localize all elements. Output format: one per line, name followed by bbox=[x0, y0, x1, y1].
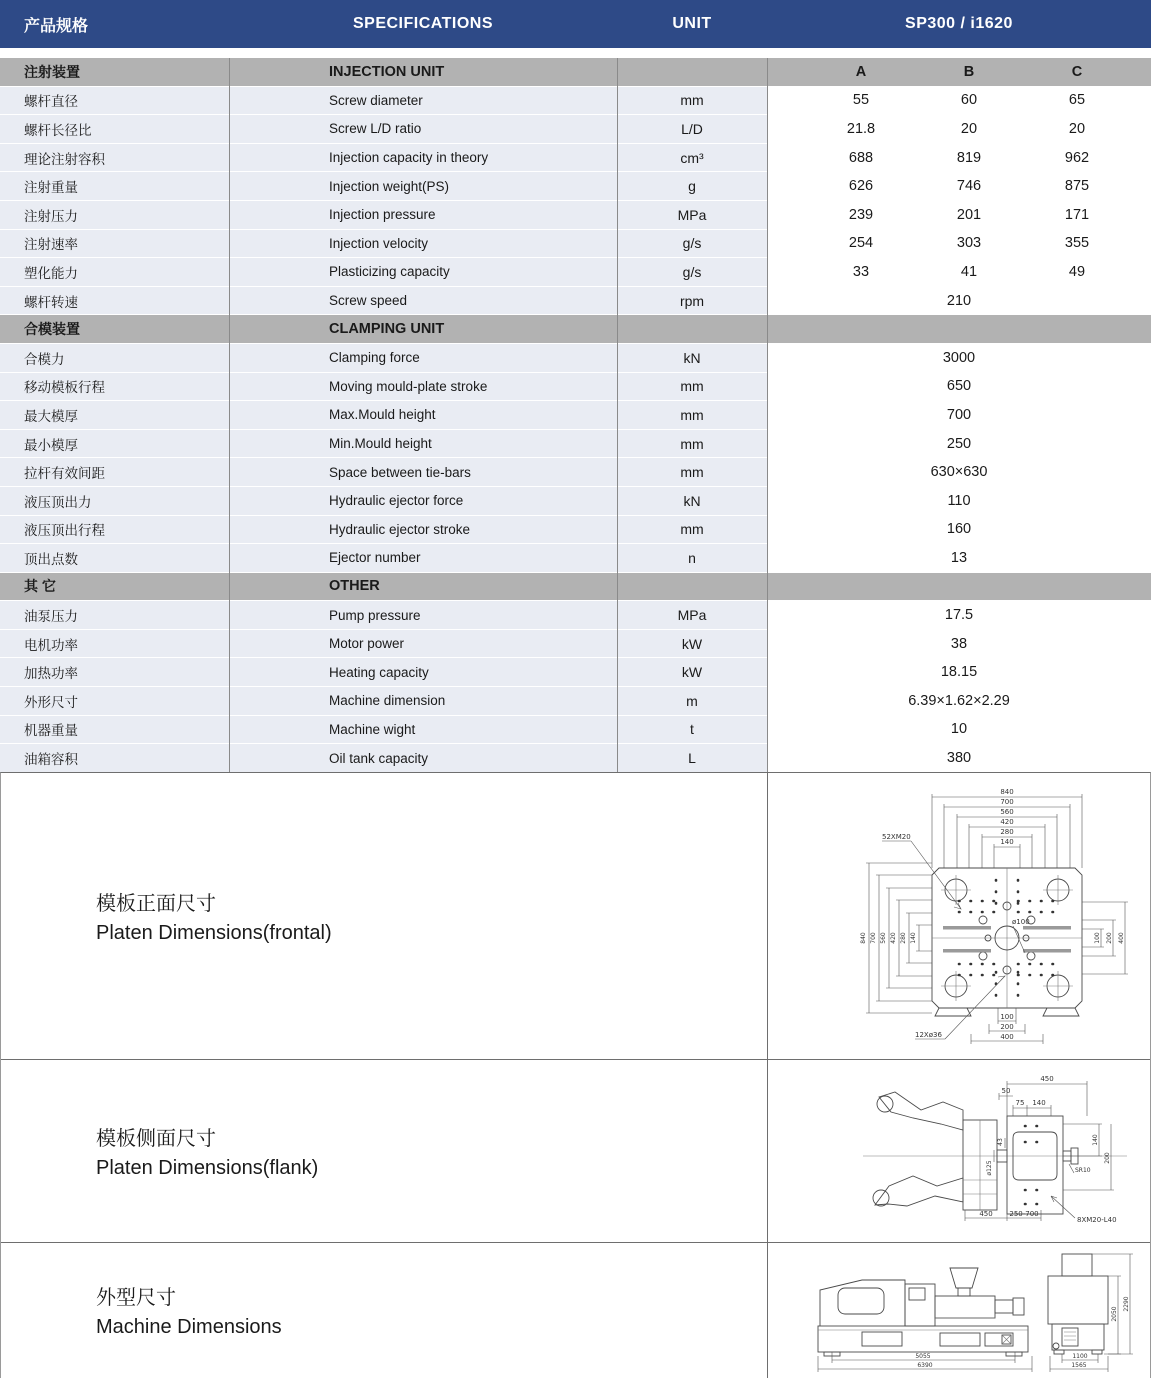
row-label-en: Screw L/D ratio bbox=[229, 115, 617, 143]
row-label-en: Injection pressure bbox=[229, 201, 617, 229]
drawing-title-zh: 模板侧面尺寸 bbox=[96, 1127, 216, 1150]
section-columns bbox=[767, 315, 1151, 343]
value-cell: 18.15 bbox=[940, 664, 978, 681]
platen-flank-drawing bbox=[855, 1068, 1145, 1233]
svg-text:450: 450 bbox=[979, 1210, 993, 1219]
title-model: SP300 / i1620 bbox=[905, 15, 1013, 32]
svg-text:140: 140 bbox=[1032, 1099, 1046, 1108]
svg-text:2290: 2290 bbox=[1123, 1296, 1130, 1312]
row-label-zh: 液压顶出行程 bbox=[0, 516, 229, 544]
row-values bbox=[767, 458, 1151, 486]
row-label-zh: 理论注射容积 bbox=[0, 144, 229, 172]
svg-text:280: 280 bbox=[900, 932, 907, 945]
value-cell: 6.39×1.62×2.29 bbox=[908, 692, 1010, 709]
row-values bbox=[767, 601, 1151, 629]
svg-text:280: 280 bbox=[1000, 828, 1014, 837]
value-cell: 201 bbox=[956, 206, 982, 223]
svg-text:6390: 6390 bbox=[917, 1361, 933, 1369]
spec-row bbox=[0, 630, 1151, 658]
row-values bbox=[767, 373, 1151, 401]
svg-text:700: 700 bbox=[870, 932, 877, 945]
spec-row bbox=[0, 201, 1151, 229]
row-unit: m bbox=[617, 687, 767, 715]
svg-text:50: 50 bbox=[1001, 1087, 1011, 1096]
drawing-label-frontal bbox=[1, 773, 768, 1059]
row-label-zh: 液压顶出力 bbox=[0, 487, 229, 515]
svg-text:43: 43 bbox=[997, 1138, 1004, 1147]
value-cell: 688 bbox=[848, 149, 874, 166]
row-values bbox=[767, 630, 1151, 658]
rod-tip-label: SR10 bbox=[1075, 1167, 1091, 1175]
row-values bbox=[767, 115, 1151, 143]
svg-text:140: 140 bbox=[910, 932, 917, 945]
value-cell: 160 bbox=[946, 521, 972, 538]
svg-text:100: 100 bbox=[1000, 1013, 1014, 1022]
row-unit: mm bbox=[617, 516, 767, 544]
section-unit-cell bbox=[617, 58, 767, 86]
value-cell: 875 bbox=[1064, 178, 1090, 195]
row-unit: mm bbox=[617, 401, 767, 429]
value-cell: 171 bbox=[1064, 206, 1090, 223]
dimension-lines-rod bbox=[986, 1138, 1005, 1176]
row-label-en: Plasticizing capacity bbox=[229, 258, 617, 286]
spec-row bbox=[0, 230, 1151, 258]
svg-text:400: 400 bbox=[1118, 932, 1125, 945]
row-label-zh: 油泵压力 bbox=[0, 601, 229, 629]
bolt-callout: 8XM20-L40 bbox=[1077, 1216, 1117, 1225]
row-values bbox=[767, 687, 1151, 715]
value-cell: 41 bbox=[960, 263, 978, 280]
spec-row bbox=[0, 344, 1151, 372]
value-cell: 20 bbox=[1068, 120, 1086, 137]
row-label-en: Injection velocity bbox=[229, 230, 617, 258]
row-label-en: Heating capacity bbox=[229, 658, 617, 686]
value-cell: 239 bbox=[848, 206, 874, 223]
drawing-title-zh: 外型尺寸 bbox=[96, 1287, 176, 1310]
column-header: A bbox=[855, 63, 867, 80]
row-label-en: Ejector number bbox=[229, 544, 617, 572]
row-values bbox=[767, 716, 1151, 744]
svg-text:420: 420 bbox=[1000, 818, 1014, 827]
row-label-zh: 注射压力 bbox=[0, 201, 229, 229]
row-label-zh: 最小模厚 bbox=[0, 430, 229, 458]
spec-row bbox=[0, 87, 1151, 115]
svg-text:100: 100 bbox=[1094, 932, 1101, 945]
row-unit: mm bbox=[617, 373, 767, 401]
row-values bbox=[767, 487, 1151, 515]
value-cell: 20 bbox=[960, 120, 978, 137]
section-columns bbox=[767, 58, 1151, 86]
row-label-en: Injection weight(PS) bbox=[229, 172, 617, 200]
svg-text:700: 700 bbox=[1000, 798, 1014, 807]
svg-text:200: 200 bbox=[1104, 1152, 1111, 1165]
row-label-zh: 机器重量 bbox=[0, 716, 229, 744]
value-cell: 303 bbox=[956, 235, 982, 252]
row-label-en: Space between tie-bars bbox=[229, 458, 617, 486]
row-values bbox=[767, 87, 1151, 115]
svg-text:2050: 2050 bbox=[1111, 1306, 1118, 1322]
section-title-zh: 其 它 bbox=[0, 573, 229, 601]
row-label-en: Pump pressure bbox=[229, 601, 617, 629]
row-values bbox=[767, 658, 1151, 686]
value-cell: 17.5 bbox=[944, 607, 974, 624]
bolt-callout: 52XM20 bbox=[882, 833, 911, 842]
row-values bbox=[767, 172, 1151, 200]
row-label-zh: 加热功率 bbox=[0, 658, 229, 686]
value-cell: 60 bbox=[960, 92, 978, 109]
spec-row bbox=[0, 516, 1151, 544]
row-unit: kW bbox=[617, 630, 767, 658]
row-unit: kN bbox=[617, 487, 767, 515]
row-label-zh: 塑化能力 bbox=[0, 258, 229, 286]
row-values bbox=[767, 258, 1151, 286]
row-unit: cm³ bbox=[617, 144, 767, 172]
row-values bbox=[767, 516, 1151, 544]
row-unit: L/D bbox=[617, 115, 767, 143]
value-cell: 746 bbox=[956, 178, 982, 195]
svg-text:560: 560 bbox=[880, 932, 887, 945]
spec-row bbox=[0, 487, 1151, 515]
row-unit: t bbox=[617, 716, 767, 744]
row-values bbox=[767, 287, 1151, 315]
row-label-en: Machine wight bbox=[229, 716, 617, 744]
section-header-row bbox=[0, 315, 1151, 343]
center-hole-callout: ø100 bbox=[1012, 918, 1030, 927]
row-label-zh: 螺杆直径 bbox=[0, 87, 229, 115]
row-label-zh: 注射速率 bbox=[0, 230, 229, 258]
row-unit: MPa bbox=[617, 201, 767, 229]
row-label-en: Hydraulic ejector stroke bbox=[229, 516, 617, 544]
row-label-zh: 合模力 bbox=[0, 344, 229, 372]
row-unit: n bbox=[617, 544, 767, 572]
row-label-en: Injection capacity in theory bbox=[229, 144, 617, 172]
drawings-section bbox=[0, 772, 1151, 1378]
value-cell: 55 bbox=[852, 92, 870, 109]
svg-text:400: 400 bbox=[1000, 1033, 1014, 1042]
dimension-lines-bottom bbox=[971, 1008, 1043, 1044]
section-unit-cell bbox=[617, 315, 767, 343]
section-unit-cell bbox=[617, 573, 767, 601]
section-title-en: CLAMPING UNIT bbox=[229, 315, 617, 343]
spec-row bbox=[0, 458, 1151, 486]
row-values bbox=[767, 544, 1151, 572]
value-cell: 10 bbox=[950, 721, 968, 738]
row-label-en: Moving mould-plate stroke bbox=[229, 373, 617, 401]
row-unit: MPa bbox=[617, 601, 767, 629]
section-header-row bbox=[0, 58, 1151, 86]
row-unit: mm bbox=[617, 430, 767, 458]
row-unit: rpm bbox=[617, 287, 767, 315]
toggle-linkage bbox=[873, 1092, 997, 1210]
row-unit: g bbox=[617, 172, 767, 200]
row-values bbox=[767, 430, 1151, 458]
row-label-zh: 外形尺寸 bbox=[0, 687, 229, 715]
value-cell: 49 bbox=[1068, 263, 1086, 280]
drawing-row-machine bbox=[1, 1243, 1150, 1378]
svg-text:140: 140 bbox=[1092, 1134, 1099, 1147]
row-values bbox=[767, 144, 1151, 172]
value-cell: 819 bbox=[956, 149, 982, 166]
value-cell: 3000 bbox=[942, 349, 976, 366]
row-label-zh: 电机功率 bbox=[0, 630, 229, 658]
spec-row bbox=[0, 172, 1151, 200]
spec-row bbox=[0, 144, 1151, 172]
drawing-row-flank bbox=[1, 1060, 1150, 1243]
spec-row bbox=[0, 258, 1151, 286]
value-cell: 65 bbox=[1068, 92, 1086, 109]
row-unit: kW bbox=[617, 658, 767, 686]
section-title-en: INJECTION UNIT bbox=[229, 58, 617, 86]
title-specifications: SPECIFICATIONS bbox=[352, 15, 494, 32]
svg-text:200: 200 bbox=[1106, 932, 1113, 945]
spec-row bbox=[0, 430, 1151, 458]
row-label-en: Screw speed bbox=[229, 287, 617, 315]
title-product-spec: 产品规格 bbox=[24, 17, 89, 35]
drawing-figure-machine bbox=[768, 1243, 1150, 1378]
svg-text:200: 200 bbox=[1000, 1023, 1014, 1032]
holes-callout: 12Xø36 bbox=[915, 1031, 942, 1040]
row-label-zh: 螺杆长径比 bbox=[0, 115, 229, 143]
spec-row bbox=[0, 287, 1151, 315]
row-values bbox=[767, 344, 1151, 372]
row-unit: mm bbox=[617, 87, 767, 115]
row-label-en: Clamping force bbox=[229, 344, 617, 372]
row-unit: g/s bbox=[617, 230, 767, 258]
column-header: C bbox=[1071, 63, 1083, 80]
section-title-zh: 合模装置 bbox=[0, 315, 229, 343]
svg-text:560: 560 bbox=[1000, 808, 1014, 817]
value-cell: 962 bbox=[1064, 149, 1090, 166]
spec-row bbox=[0, 544, 1151, 572]
row-label-en: Min.Mould height bbox=[229, 430, 617, 458]
svg-text:250-700: 250-700 bbox=[1009, 1210, 1039, 1219]
svg-text:840: 840 bbox=[860, 932, 867, 945]
value-cell: 110 bbox=[947, 492, 971, 509]
row-label-zh: 最大模厚 bbox=[0, 401, 229, 429]
row-label-zh: 拉杆有效间距 bbox=[0, 458, 229, 486]
spec-row bbox=[0, 658, 1151, 686]
row-label-en: Oil tank capacity bbox=[229, 744, 617, 772]
row-label-zh: 油箱容积 bbox=[0, 744, 229, 772]
dimension-lines-bottom bbox=[965, 1210, 1041, 1221]
value-cell: 630×630 bbox=[930, 464, 988, 481]
spec-row bbox=[0, 115, 1151, 143]
value-cell: 33 bbox=[852, 263, 870, 280]
drawing-title-zh: 模板正面尺寸 bbox=[96, 892, 216, 915]
value-cell: 250 bbox=[946, 435, 972, 452]
row-values bbox=[767, 230, 1151, 258]
svg-text:140: 140 bbox=[1000, 838, 1014, 847]
value-cell: 700 bbox=[946, 406, 972, 423]
row-label-zh: 移动模板行程 bbox=[0, 373, 229, 401]
section-header-row bbox=[0, 573, 1151, 601]
row-unit: L bbox=[617, 744, 767, 772]
title-unit: UNIT bbox=[672, 15, 712, 32]
row-label-en: Max.Mould height bbox=[229, 401, 617, 429]
drawing-label-flank bbox=[1, 1060, 768, 1242]
drawing-label-machine bbox=[1, 1243, 768, 1378]
column-header: B bbox=[963, 63, 975, 80]
row-label-zh: 螺杆转速 bbox=[0, 287, 229, 315]
row-label-en: Hydraulic ejector force bbox=[229, 487, 617, 515]
section-columns bbox=[767, 573, 1151, 601]
row-label-zh: 顶出点数 bbox=[0, 544, 229, 572]
value-cell: 254 bbox=[848, 235, 874, 252]
spec-row bbox=[0, 687, 1151, 715]
svg-text:ø125: ø125 bbox=[986, 1160, 993, 1176]
value-cell: 13 bbox=[950, 549, 968, 566]
row-unit: mm bbox=[617, 458, 767, 486]
spec-table bbox=[0, 58, 1151, 772]
spec-row bbox=[0, 373, 1151, 401]
row-values bbox=[767, 401, 1151, 429]
row-label-en: Motor power bbox=[229, 630, 617, 658]
svg-text:450: 450 bbox=[1040, 1075, 1054, 1084]
dimension-lines-right bbox=[1082, 902, 1128, 974]
dimension-lines-top bbox=[932, 788, 1082, 868]
section-title-zh: 注射装置 bbox=[0, 58, 229, 86]
title-bar bbox=[0, 0, 1151, 48]
drawing-row-frontal bbox=[1, 773, 1150, 1060]
dimension-lines-side bbox=[818, 1352, 1032, 1372]
row-values bbox=[767, 201, 1151, 229]
svg-text:75: 75 bbox=[1015, 1099, 1025, 1108]
row-unit: kN bbox=[617, 344, 767, 372]
column-divider bbox=[617, 58, 618, 772]
spec-row bbox=[0, 716, 1151, 744]
svg-text:420: 420 bbox=[890, 932, 897, 945]
row-unit: g/s bbox=[617, 258, 767, 286]
column-divider bbox=[229, 58, 230, 772]
drawing-figure-flank bbox=[768, 1060, 1150, 1242]
drawing-title-en: Platen Dimensions(flank) bbox=[96, 1156, 319, 1179]
value-cell: 21.8 bbox=[846, 120, 876, 137]
machine-side-view bbox=[818, 1268, 1028, 1356]
svg-text:1100: 1100 bbox=[1072, 1352, 1088, 1360]
spec-row bbox=[0, 601, 1151, 629]
dimension-lines-top bbox=[999, 1075, 1087, 1116]
spec-row bbox=[0, 401, 1151, 429]
dimension-lines-left bbox=[860, 863, 932, 1013]
value-cell: 380 bbox=[946, 750, 972, 767]
row-values bbox=[767, 744, 1151, 772]
machine-dimensions-drawing bbox=[800, 1248, 1145, 1373]
svg-text:840: 840 bbox=[1000, 788, 1014, 797]
row-label-zh: 注射重量 bbox=[0, 172, 229, 200]
drawing-title-en: Platen Dimensions(frontal) bbox=[96, 921, 332, 944]
value-cell: 650 bbox=[946, 378, 972, 395]
row-label-en: Machine dimension bbox=[229, 687, 617, 715]
platen-frontal-drawing bbox=[855, 783, 1145, 1048]
svg-text:1565: 1565 bbox=[1071, 1361, 1087, 1369]
value-cell: 210 bbox=[946, 292, 972, 309]
drawing-figure-frontal bbox=[768, 773, 1150, 1059]
drawing-title-en: Machine Dimensions bbox=[96, 1316, 282, 1339]
row-label-en: Screw diameter bbox=[229, 87, 617, 115]
column-divider bbox=[767, 58, 768, 772]
svg-text:5055: 5055 bbox=[915, 1352, 931, 1360]
section-title-en: OTHER bbox=[229, 573, 617, 601]
value-cell: 38 bbox=[950, 635, 968, 652]
platen-side bbox=[997, 1116, 1078, 1214]
value-cell: 626 bbox=[848, 178, 874, 195]
value-cell: 355 bbox=[1064, 235, 1090, 252]
spec-row bbox=[0, 744, 1151, 772]
machine-end-view bbox=[1048, 1254, 1108, 1354]
